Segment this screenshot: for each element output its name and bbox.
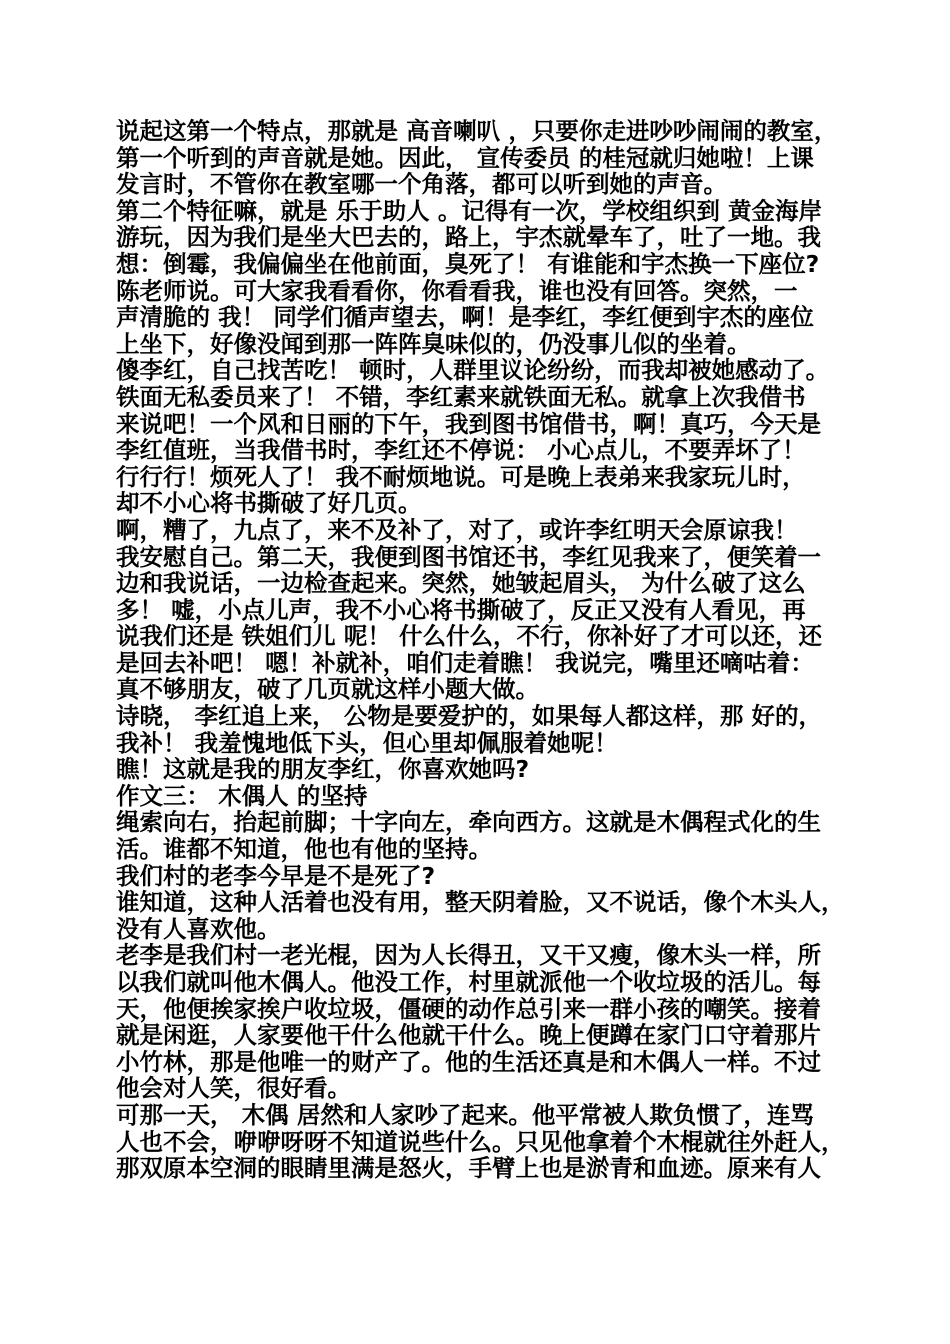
text-line: 铁面无私委员来了！ 不错，李红素来就铁面无私。就拿上次我借书 [116,382,806,411]
text-line: 我安慰自己。第二天，我便到图书馆还书，李红见我来了，便笑着一 [116,542,821,571]
text-line: 绳索向右，抬起前脚；十字向左，牵向西方。这就是木偶程式化的生 [116,808,821,837]
text-line: 没有人喜欢他。 [116,914,281,943]
section-heading: 作文三： 木偶人 的坚持 [116,781,368,810]
text-line: 就是闲逛，人家要他干什么他就干什么。晚上便蹲在家门口守着那片 [116,1021,821,1050]
text-line: 诗晓， 李红追上来， 公物是要爱护的，如果每人都这样，那 好的， [116,702,823,731]
text-line: 说我们还是 铁姐们儿 呢！ 什么什么，不行，你补好了才可以还，还 [116,622,823,651]
text-line: 多！ 嘘，小点儿声，我不小心将书撕破了，反正又没有人看见，再 [116,595,806,624]
text-line: 说起这第一个特点，那就是 高音喇叭 ，只要你走进吵吵闹闹的教室， [116,117,838,145]
text-line: 想：倒霉，我偏偏坐在他前面，臭死了！ 有谁能和宇杰换一下座位? [116,249,820,278]
text-line: 啊，糟了，九点了，来不及补了，对了，或许李红明天会原谅我！ [116,515,798,544]
text-line: 那双原本空洞的眼睛里满是怒火，手臂上也是淤青和血迹。原来有人 [116,1154,821,1183]
text-line: 谁知道，这种人活着也没有用，整天阴着脸，又不说话，像个木头人， [116,888,845,917]
text-line: 老李是我们村一老光棍，因为人长得丑，又干又瘦，像木头一样，所 [116,941,821,970]
text-line: 人也不会，咿咿呀呀不知道说些什么。只见他拿着个木棍就往外赶人， [116,1127,845,1156]
text-line: 我们村的老李今早是不是死了? [116,861,436,890]
text-line: 是回去补吧！ 嗯！补就补，咱们走着瞧！ 我说完，嘴里还嘀咕着： [116,648,814,677]
text-line: 边和我说话，一边检查起来。突然，她皱起眉头， 为什么破了这么 [116,569,806,598]
text-line: 可那一天， 木偶 居然和人家吵了起来。他平常被人欺负惯了，连骂 [116,1100,814,1129]
text-line: 上坐下，好像没闻到那一阵阵臭味似的，仍没事儿似的坐着。 [116,329,751,358]
text-line: 声清脆的 我！ 同学们循声望去，啊！是李红，李红便到宇杰的座位 [116,303,814,332]
text-line: 第二个特征嘛，就是 乐于助人 。记得有一次，学校组织到 黄金海岸 [116,196,823,225]
text-line: 瞧！这就是我的朋友李红，你喜欢她吗? [116,755,530,784]
text-line: 发言时，不管你在教室哪一个角落，都可以听到她的声音。 [116,170,727,199]
document-body [116,118,856,1182]
text-line: 陈老师说。可大家我看看你，你看看我，谁也没有回答。突然，一 [116,276,798,305]
text-line: 小竹林，那是他唯一的财产了。他的生活还真是和木偶人一样。不过 [116,1047,821,1076]
text-line: 傻李红，自己找苦吃！ 顿时，人群里议论纷纷，而我却被她感动了。 [116,356,830,385]
text-line: 我补！ 我羞愧地低下头，但心里却佩服着她呢！ [116,728,618,757]
text-line: 第一个听到的声音就是她。因此， 宣传委员 的桂冠就归她啦！上课 [116,143,814,172]
text-line: 行行行！烦死人了！ 我不耐烦地说。可是晚上表弟来我家玩儿时， [116,462,806,491]
text-line: 天，他便挨家挨户收垃圾，僵硬的动作总引来一群小孩的嘲笑。接着 [116,994,821,1023]
text-line: 游玩，因为我们是坐大巴去的，路上，宇杰就晕车了，吐了一地。我 [116,223,821,252]
text-line: 却不小心将书撕破了好几页。 [116,489,422,518]
text-line: 以我们就叫他木偶人。他没工作，村里就派他一个收垃圾的活儿。每 [116,968,821,996]
text-line: 真不够朋友，破了几页就这样小题大做。 [116,675,539,704]
text-line: 他会对人笑，很好看。 [116,1074,351,1103]
text-line: 李红值班，当我借书时，李红还不停说： 小心点儿，不要弄坏了！ [116,436,806,465]
text-line: 活。谁都不知道，他也有他的坚持。 [116,835,492,864]
text-line: 来说吧！一个风和日丽的下午，我到图书馆借书，啊！真巧，今天是 [116,409,821,438]
